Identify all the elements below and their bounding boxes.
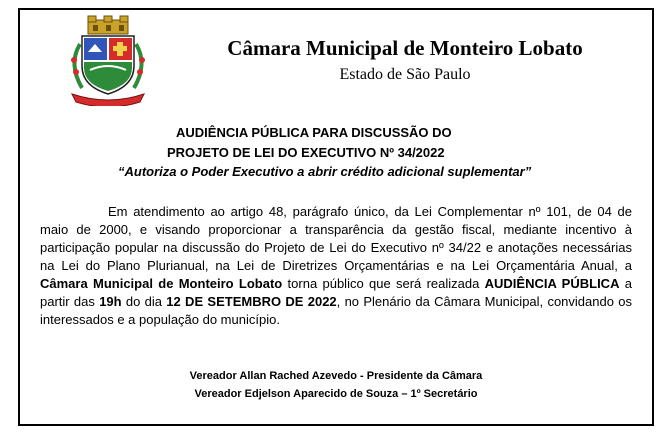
body-bold-chamber: Câmara Municipal de Monteiro Lobato xyxy=(40,276,283,291)
body-text-3: a partir das xyxy=(40,276,633,309)
body-text-2: torna público que será realizada xyxy=(282,276,485,291)
notice-heading-line-3: “Autoriza o Poder Executivo a abrir crédito adicional suplementar” xyxy=(118,164,532,179)
body-text-5: , no Plenário da Câmara Municipal, convidando os interessados e a população do município. xyxy=(40,294,632,327)
body-text-1: Em atendimento ao artigo 48, parágrafo único, da Lei Complementar nº 101, de 04 de maio de 2000, e visando proporcionar a transparência da gestão fiscal, mediante incentivo à participação popular na discussão do Projeto de Lei do Executivo nº 34/22 e anotações necessárias na Lei do Plano Plurianual, na Lei de Diretrizes Orçamentárias e na Lei Orçamentária Anual, a xyxy=(40,204,632,273)
municipal-coat-of-arms-icon xyxy=(64,14,152,106)
body-bold-date: 12 DE SETEMBRO DE 2022 xyxy=(166,294,337,309)
body-bold-hearing: AUDIÊNCIA PÚBLICA xyxy=(484,276,620,291)
notice-paragraph xyxy=(40,203,632,329)
signature-secretary: Vereador Edjelson Aparecido de Souza – 1º Secretário xyxy=(194,388,478,400)
notice-heading-line-2: PROJETO DE LEI DO EXECUTIVO Nº 34/2022 xyxy=(167,145,445,160)
signature-president: Vereador Allan Rached Azevedo - Presidente da Câmara xyxy=(189,370,483,382)
notice-heading-line-1: AUDIÊNCIA PÚBLICA PARA DISCUSSÃO DO xyxy=(176,125,452,140)
body-text-4: do dia xyxy=(121,294,167,309)
page-title: Câmara Municipal de Monteiro Lobato xyxy=(227,36,583,60)
page-subtitle: Estado de São Paulo xyxy=(339,66,471,83)
notice-body xyxy=(40,203,632,329)
body-bold-time: 19h xyxy=(99,294,122,309)
